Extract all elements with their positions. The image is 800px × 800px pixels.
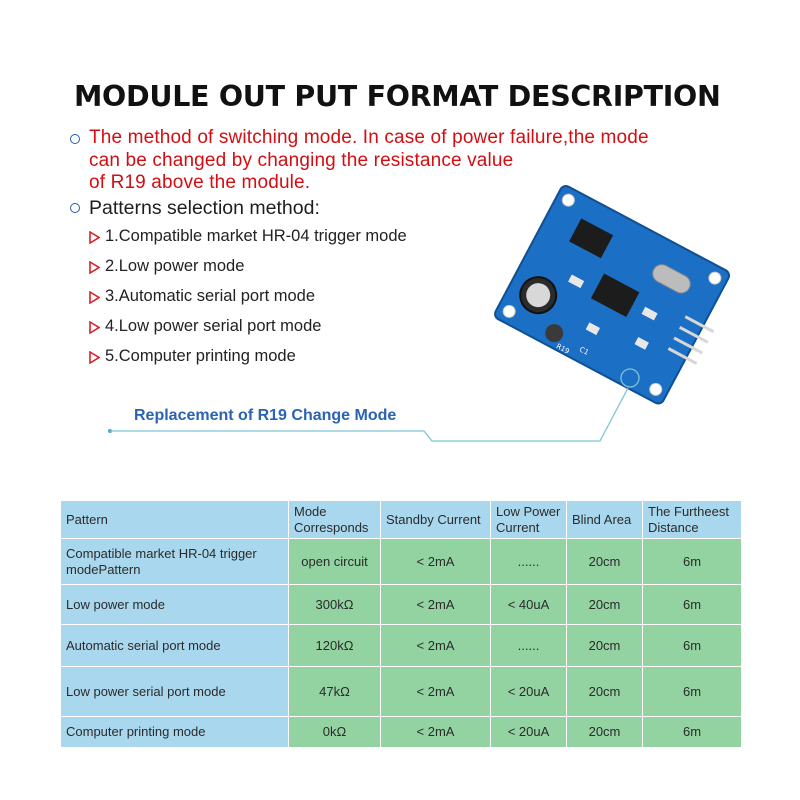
note-line: The method of switching mode. In case of power failure,the mode (89, 127, 649, 148)
table-cell: < 20uA (491, 667, 567, 717)
table-cell: < 40uA (491, 585, 567, 625)
pattern-item-label: 3.Automatic serial port mode (105, 287, 316, 305)
table-cell: 20cm (567, 717, 643, 748)
table-cell: 20cm (567, 625, 643, 667)
note-line: of R19 above the module. (89, 172, 311, 193)
pcb-r19-label: R19 (554, 342, 571, 356)
table-cell: Automatic serial port mode (61, 625, 289, 667)
table-cell: < 2mA (381, 667, 491, 717)
column-header: Pattern (61, 501, 289, 539)
table-cell: 6m (643, 625, 742, 667)
mode-spec-table (60, 500, 742, 748)
page-title: MODULE OUT PUT FORMAT DESCRIPTION (74, 80, 721, 113)
triangle-bullet-icon (89, 351, 100, 364)
column-header: Low Power Current (491, 501, 567, 539)
table-cell: Computer printing mode (61, 717, 289, 748)
table-cell: 20cm (567, 585, 643, 625)
triangle-bullet-icon (89, 261, 100, 274)
patterns-heading: Patterns selection method: (89, 197, 320, 219)
table-row (61, 539, 742, 585)
table-header-row (61, 501, 742, 539)
circle-bullet-icon (70, 203, 80, 213)
table-cell: 6m (643, 717, 742, 748)
note-line: can be changed by changing the resistance value (89, 149, 514, 171)
table-row (61, 717, 742, 748)
table-cell: < 2mA (381, 539, 491, 585)
table-row (61, 625, 742, 667)
table-cell: open circuit (289, 539, 381, 585)
table-cell: < 2mA (381, 585, 491, 625)
table-cell: ...... (491, 625, 567, 667)
triangle-bullet-icon (89, 231, 100, 244)
table-cell: Low power serial port mode (61, 667, 289, 717)
table-cell: < 20uA (491, 717, 567, 748)
table-cell: 0kΩ (289, 717, 381, 748)
pattern-item-label: 2.Low power mode (105, 257, 245, 275)
table-cell: Compatible market HR-04 trigger modePattern (61, 539, 289, 585)
triangle-bullet-icon (89, 291, 100, 304)
table-cell: 6m (643, 667, 742, 717)
table-cell: < 2mA (381, 717, 491, 748)
table-cell: 6m (643, 585, 742, 625)
triangle-bullet-icon (89, 321, 100, 334)
column-header: The Furtheest Distance (643, 501, 742, 539)
sensor-module-image (480, 178, 730, 438)
pattern-item-label: 4.Low power serial port mode (105, 317, 322, 335)
table-cell: 6m (643, 539, 742, 585)
circle-bullet-icon (70, 134, 80, 144)
table-cell: < 2mA (381, 625, 491, 667)
pattern-item-label: 5.Computer printing mode (105, 347, 296, 365)
r19-callout-label: Replacement of R19 Change Mode (134, 407, 397, 424)
table-cell: 47kΩ (289, 667, 381, 717)
column-header: Mode Corresponds (289, 501, 381, 539)
table-cell: 20cm (567, 667, 643, 717)
table-cell: 20cm (567, 539, 643, 585)
table-row (61, 585, 742, 625)
table-cell: ...... (491, 539, 567, 585)
table-cell: Low power mode (61, 585, 289, 625)
pcb-c1-label: C1 (577, 345, 590, 357)
column-header: Blind Area (567, 501, 643, 539)
pattern-item-label: 1.Compatible market HR-04 trigger mode (105, 227, 407, 245)
table-cell: 120kΩ (289, 625, 381, 667)
table-row (61, 667, 742, 717)
table-cell: 300kΩ (289, 585, 381, 625)
column-header: Standby Current (381, 501, 491, 539)
